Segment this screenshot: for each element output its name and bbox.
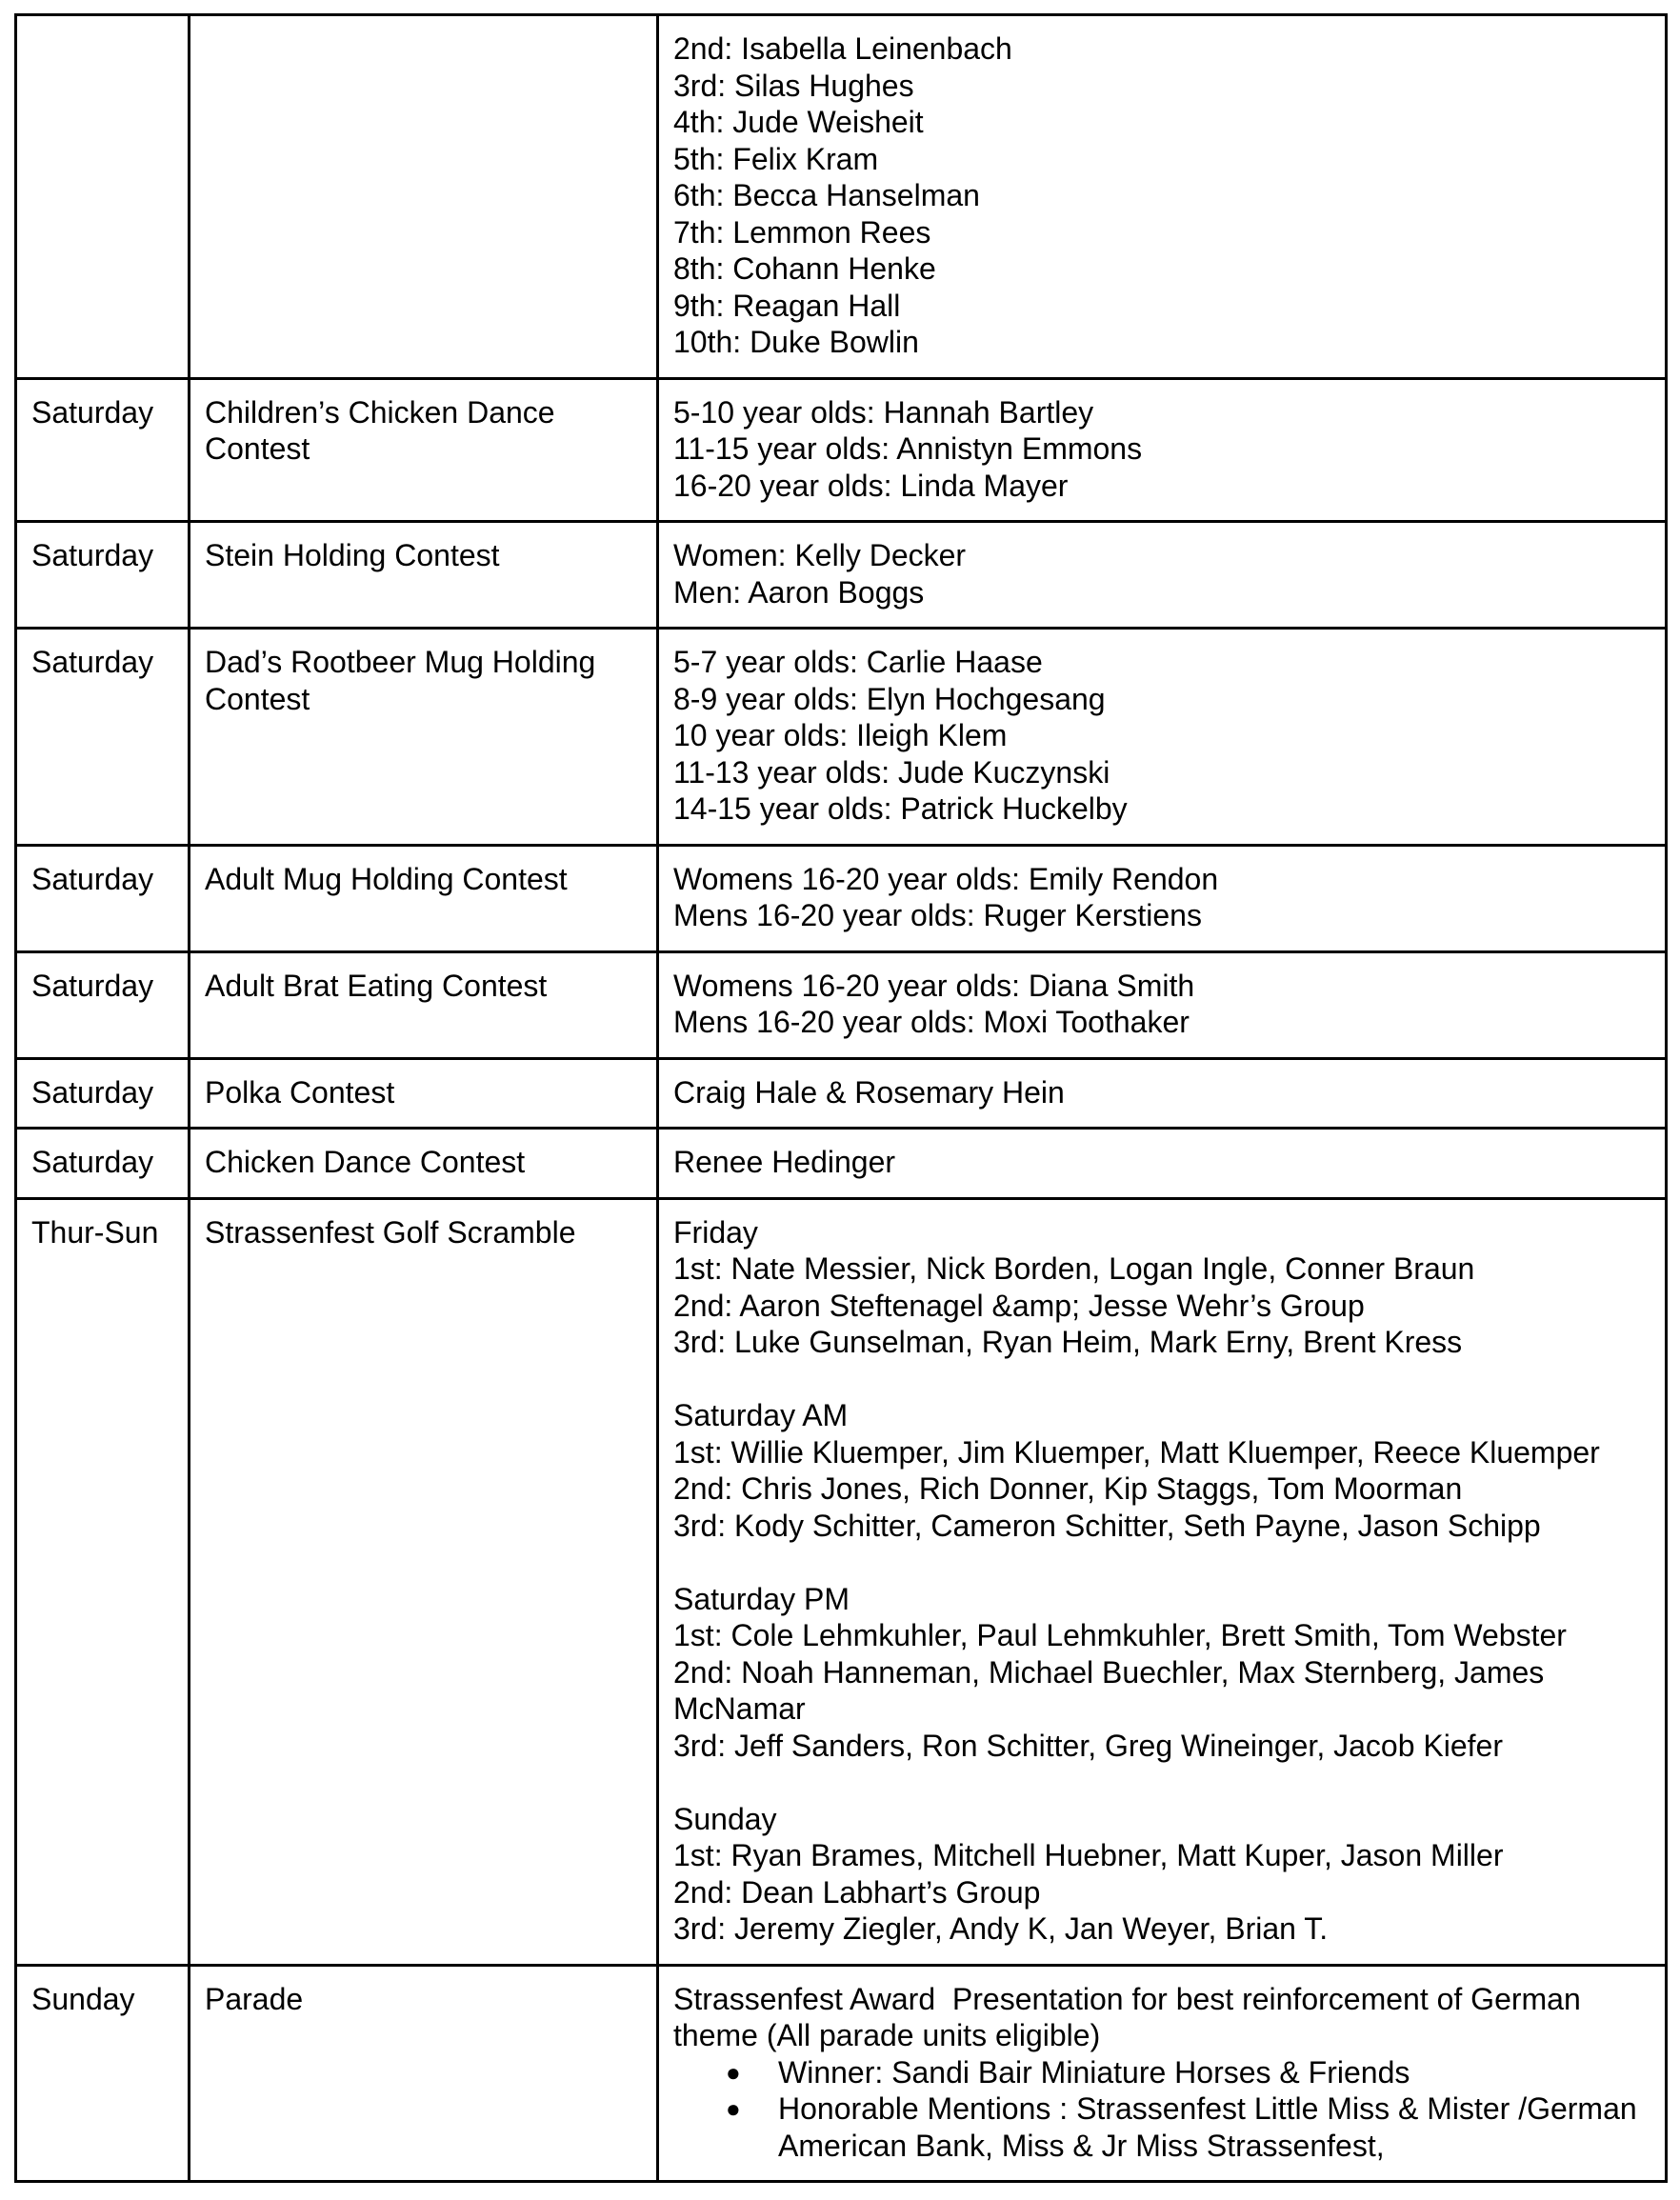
winner-line: 11-15 year olds: Annistyn Emmons [673,431,1143,466]
winners-cell [658,1058,1667,1129]
winner-line: 3rd: Kody Schitter, Cameron Schitter, Seth Payne, Jason Schipp [673,1508,1541,1543]
group-heading: Saturday AM [673,1398,849,1432]
table-row [16,15,1667,379]
winner-line: Womens 16-20 year olds: Diana Smith [673,968,1195,1003]
table-row [16,629,1667,846]
results-table [14,13,1668,2183]
winner-line: 4th: Jude Weisheit [673,105,924,139]
winners-cell [658,522,1667,629]
list-item [673,2090,1650,2164]
award-winner: Winner: Sandi Bair Miniature Horses & Friends [778,2054,1410,2090]
winner-line: 2nd: Aaron Steftenagel &amp; Jesse Wehr’s Group [673,1288,1365,1323]
day-cell: Saturday [16,951,190,1058]
winner-line: Craig Hale & Rosemary Hein [673,1074,1065,1110]
winner-line: 10th: Duke Bowlin [673,325,919,359]
award-list [673,2054,1650,2165]
event-cell: Stein Holding Contest [190,522,658,629]
winner-line: 8-9 year olds: Elyn Hochgesang [673,681,1106,716]
group-spacer [673,1764,1650,1801]
winner-line: 2nd: Isabella Leinenbach [673,31,1012,66]
winner-line: Mens 16-20 year olds: Moxi Toothaker [673,1005,1190,1039]
winner-line: 2nd: Chris Jones, Rich Donner, Kip Staggs, Tom Moorman [673,1471,1463,1506]
table-row [16,378,1667,522]
winners-cell [658,629,1667,846]
winner-line: Men: Aaron Boggs [673,574,925,610]
winner-line: 1st: Willie Kluemper, Jim Kluemper, Matt Kluemper, Reece Kluemper [673,1434,1600,1470]
winner-line: 8th: Cohann Henke [673,251,936,286]
table-row [16,1965,1667,2182]
winners-cell [658,1129,1667,1199]
group-spacer [673,1361,1650,1398]
day-cell [16,15,190,379]
winner-line: 7th: Lemmon Rees [673,214,931,250]
winner-line: Mens 16-20 year olds: Ruger Kerstiens [673,898,1202,932]
winner-line: 3rd: Silas Hughes [673,68,914,103]
event-cell: Strassenfest Golf Scramble [190,1198,658,1965]
winner-line: Women: Kelly Decker [673,538,967,572]
event-cell: Polka Contest [190,1058,658,1129]
table-row [16,1058,1667,1129]
winners-cell [658,845,1667,951]
winners-cell [658,1965,1667,2182]
winner-line: 10 year olds: Ileigh Klem [673,718,1008,752]
winner-line: 11-13 year olds: Jude Kuczynski [673,754,1110,790]
winners-cell [658,1198,1667,1965]
winner-line: Womens 16-20 year olds: Emily Rendon [673,861,1219,896]
winner-line: 3rd: Luke Gunselman, Ryan Heim, Mark Erny, Brent Kress [673,1325,1463,1359]
winner-line: 6th: Becca Hanselman [673,178,980,212]
winner-line: 9th: Reagan Hall [673,288,901,323]
event-cell: Dad’s Rootbeer Mug Holding Contest [190,629,658,846]
winner-line: 5-7 year olds: Carlie Haase [673,645,1043,679]
winner-line: 1st: Ryan Brames, Mitchell Huebner, Matt Kuper, Jason Miller [673,1838,1504,1872]
day-cell: Saturday [16,378,190,522]
winner-line: 2nd: Noah Hanneman, Michael Buechler, Max Sternberg, James McNamar [673,1654,1553,1726]
event-cell: Adult Mug Holding Contest [190,845,658,951]
table-row [16,522,1667,629]
day-cell: Saturday [16,522,190,629]
winner-line: 3rd: Jeremy Ziegler, Andy K, Jan Weyer, Brian T. [673,1911,1329,1946]
winner-line: 14-15 year olds: Patrick Huckelby [673,791,1128,826]
winner-line: Renee Hedinger [673,1145,896,1179]
winner-line: 1st: Nate Messier, Nick Borden, Logan Ingle, Conner Braun [673,1251,1475,1286]
table-row [16,951,1667,1058]
group-spacer [673,1544,1650,1581]
bullet-icon: ● [726,2057,741,2087]
winner-line: 1st: Cole Lehmkuhler, Paul Lehmkuhler, Brett Smith, Tom Webster [673,1618,1567,1652]
day-cell: Thur-Sun [16,1198,190,1965]
table-row [16,1198,1667,1965]
group-heading: Friday [673,1214,758,1250]
winner-line: 16-20 year olds: Linda Mayer [673,468,1069,503]
winners-cell [658,951,1667,1058]
day-cell: Saturday [16,1129,190,1199]
day-cell: Saturday [16,629,190,846]
bullet-icon: ● [726,2094,741,2123]
award-description: Strassenfest Award Presentation for best reinforcement of German theme (All parade units eligible) [673,1981,1590,2052]
winner-line: 5-10 year olds: Hannah Bartley [673,394,1094,430]
event-cell [190,15,658,379]
winner-line: 2nd: Dean Labhart’s Group [673,1874,1041,1910]
winner-line: 5th: Felix Kram [673,141,879,176]
event-cell: Adult Brat Eating Contest [190,951,658,1058]
day-cell: Saturday [16,1058,190,1129]
group-heading: Saturday PM [673,1581,850,1616]
day-cell: Sunday [16,1965,190,2182]
day-cell: Saturday [16,845,190,951]
winners-cell [658,15,1667,379]
winner-line: 3rd: Jeff Sanders, Ron Schitter, Greg Wineinger, Jacob Kiefer [673,1728,1503,1763]
table-row [16,1129,1667,1199]
group-heading: Sunday [673,1801,777,1836]
table-row [16,845,1667,951]
event-cell: Parade [190,1965,658,2182]
honorable-mentions: Honorable Mentions : Strassenfest Little Miss & Mister /German American Bank, Miss & Jr Miss Strassenfest, [778,2091,1637,2163]
winners-cell [658,378,1667,522]
list-item [673,2054,1650,2091]
event-cell: Chicken Dance Contest [190,1129,658,1199]
event-cell: Children’s Chicken Dance Contest [190,378,658,522]
